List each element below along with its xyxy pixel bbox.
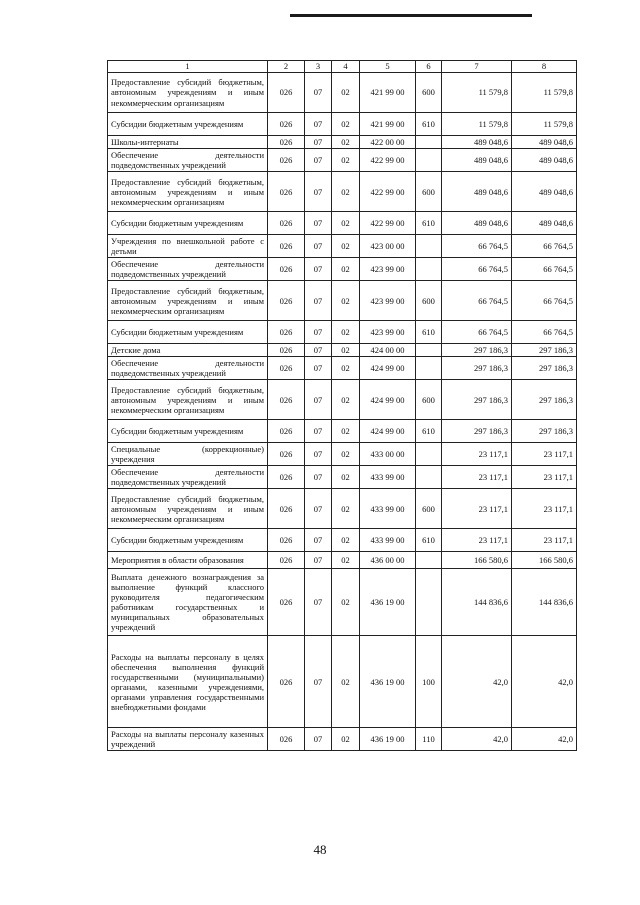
- row-amount-col7: 11 579,8: [442, 73, 512, 113]
- row-admin-code: 026: [268, 552, 305, 569]
- row-amount-col8: 166 580,6: [512, 552, 577, 569]
- row-amount-col8: 23 117,1: [512, 529, 577, 552]
- row-amount-col8: 297 186,3: [512, 344, 577, 357]
- row-subsection: 02: [332, 529, 360, 552]
- row-target-article: 436 19 00: [360, 636, 416, 728]
- row-admin-code: 026: [268, 73, 305, 113]
- row-name: Мероприятия в области образования: [108, 552, 268, 569]
- row-subsection: 02: [332, 420, 360, 443]
- table-row: [108, 552, 577, 569]
- row-section: 07: [305, 281, 332, 321]
- row-admin-code: 026: [268, 344, 305, 357]
- row-name: Субсидии бюджетным учреждениям: [108, 321, 268, 344]
- row-amount-col7: 66 764,5: [442, 321, 512, 344]
- row-target-article: 424 99 00: [360, 380, 416, 420]
- table-row: [108, 529, 577, 552]
- row-amount-col8: 66 764,5: [512, 321, 577, 344]
- budget-table: [107, 60, 577, 751]
- table-row: [108, 466, 577, 489]
- header-col-6: 6: [416, 61, 442, 73]
- row-section: 07: [305, 489, 332, 529]
- table-row: [108, 281, 577, 321]
- row-name: Предоставление субсидий бюджетным, автономным учреждениям и иным некоммерческим организациям: [108, 73, 268, 113]
- row-target-article: 421 99 00: [360, 73, 416, 113]
- row-target-article: 423 99 00: [360, 281, 416, 321]
- row-expense-type: [416, 443, 442, 466]
- row-target-article: 433 99 00: [360, 466, 416, 489]
- row-amount-col7: 297 186,3: [442, 380, 512, 420]
- row-amount-col7: 166 580,6: [442, 552, 512, 569]
- row-subsection: 02: [332, 172, 360, 212]
- row-admin-code: 026: [268, 529, 305, 552]
- row-admin-code: 026: [268, 113, 305, 136]
- table-row: [108, 489, 577, 529]
- row-amount-col8: 11 579,8: [512, 113, 577, 136]
- row-expense-type: 610: [416, 212, 442, 235]
- row-section: 07: [305, 212, 332, 235]
- row-amount-col8: 297 186,3: [512, 380, 577, 420]
- row-expense-type: [416, 136, 442, 149]
- row-amount-col7: 23 117,1: [442, 529, 512, 552]
- top-rule: [290, 14, 532, 17]
- row-name: Выплата денежного вознаграждения за выполнение функций классного руководителя педагогическим работникам государственных и муниципальных образовательных учреждений: [108, 569, 268, 636]
- row-amount-col7: 489 048,6: [442, 172, 512, 212]
- row-subsection: 02: [332, 344, 360, 357]
- row-amount-col7: 42,0: [442, 728, 512, 751]
- row-section: 07: [305, 258, 332, 281]
- row-section: 07: [305, 73, 332, 113]
- row-admin-code: 026: [268, 149, 305, 172]
- row-amount-col8: 11 579,8: [512, 73, 577, 113]
- row-expense-type: 600: [416, 172, 442, 212]
- table-row: [108, 569, 577, 636]
- table-row: [108, 235, 577, 258]
- row-admin-code: 026: [268, 420, 305, 443]
- row-name: Обеспечение деятельности подведомственных учреждений: [108, 258, 268, 281]
- table-row: [108, 636, 577, 728]
- row-amount-col8: 489 048,6: [512, 172, 577, 212]
- row-amount-col8: 23 117,1: [512, 443, 577, 466]
- table-row: [108, 172, 577, 212]
- row-amount-col7: 11 579,8: [442, 113, 512, 136]
- row-expense-type: 610: [416, 321, 442, 344]
- row-admin-code: 026: [268, 489, 305, 529]
- row-amount-col7: 66 764,5: [442, 258, 512, 281]
- row-target-article: 433 99 00: [360, 489, 416, 529]
- row-admin-code: 026: [268, 728, 305, 751]
- row-admin-code: 026: [268, 212, 305, 235]
- row-expense-type: [416, 569, 442, 636]
- table-row: [108, 212, 577, 235]
- row-target-article: 424 00 00: [360, 344, 416, 357]
- row-target-article: 423 99 00: [360, 258, 416, 281]
- row-amount-col8: 489 048,6: [512, 149, 577, 172]
- row-expense-type: 610: [416, 420, 442, 443]
- table-row: [108, 136, 577, 149]
- row-name: Обеспечение деятельности подведомственных учреждений: [108, 466, 268, 489]
- row-name: Обеспечение деятельности подведомственных учреждений: [108, 149, 268, 172]
- row-name: Предоставление субсидий бюджетным, автономным учреждениям и иным некоммерческим организациям: [108, 380, 268, 420]
- row-admin-code: 026: [268, 172, 305, 212]
- row-subsection: 02: [332, 235, 360, 258]
- header-col-4: 4: [332, 61, 360, 73]
- row-target-article: 436 00 00: [360, 552, 416, 569]
- row-section: 07: [305, 529, 332, 552]
- page-number: 48: [313, 842, 327, 857]
- row-expense-type: 600: [416, 489, 442, 529]
- table-row: [108, 357, 577, 380]
- table-row: [108, 258, 577, 281]
- row-admin-code: 026: [268, 569, 305, 636]
- row-section: 07: [305, 136, 332, 149]
- row-subsection: 02: [332, 113, 360, 136]
- row-target-article: 423 99 00: [360, 321, 416, 344]
- table-row: [108, 149, 577, 172]
- row-amount-col7: 23 117,1: [442, 489, 512, 529]
- row-subsection: 02: [332, 636, 360, 728]
- row-name: Субсидии бюджетным учреждениям: [108, 113, 268, 136]
- header-col-7: 7: [442, 61, 512, 73]
- row-subsection: 02: [332, 73, 360, 113]
- row-expense-type: 610: [416, 113, 442, 136]
- table-row: [108, 728, 577, 751]
- header-col-5: 5: [360, 61, 416, 73]
- row-section: 07: [305, 636, 332, 728]
- row-subsection: 02: [332, 149, 360, 172]
- row-amount-col7: 66 764,5: [442, 281, 512, 321]
- row-subsection: 02: [332, 281, 360, 321]
- row-amount-col8: 66 764,5: [512, 235, 577, 258]
- row-amount-col7: 23 117,1: [442, 443, 512, 466]
- row-amount-col8: 489 048,6: [512, 212, 577, 235]
- header-col-2: 2: [268, 61, 305, 73]
- row-name: Обеспечение деятельности подведомственных учреждений: [108, 357, 268, 380]
- row-expense-type: [416, 357, 442, 380]
- row-name: Учреждения по внешкольной работе с детьми: [108, 235, 268, 258]
- row-section: 07: [305, 149, 332, 172]
- row-subsection: 02: [332, 466, 360, 489]
- header-col-1: 1: [108, 61, 268, 73]
- row-section: 07: [305, 443, 332, 466]
- row-amount-col7: 297 186,3: [442, 420, 512, 443]
- row-amount-col7: 144 836,6: [442, 569, 512, 636]
- row-target-article: 433 99 00: [360, 529, 416, 552]
- row-subsection: 02: [332, 212, 360, 235]
- row-admin-code: 026: [268, 636, 305, 728]
- row-expense-type: 110: [416, 728, 442, 751]
- header-col-8: 8: [512, 61, 577, 73]
- row-name: Расходы на выплаты персоналу казенных учреждений: [108, 728, 268, 751]
- table-header-row: [108, 61, 577, 73]
- row-amount-col8: 297 186,3: [512, 357, 577, 380]
- table-row: [108, 443, 577, 466]
- row-subsection: 02: [332, 380, 360, 420]
- row-target-article: 423 00 00: [360, 235, 416, 258]
- row-amount-col8: 489 048,6: [512, 136, 577, 149]
- row-name: Субсидии бюджетным учреждениям: [108, 529, 268, 552]
- row-target-article: 421 99 00: [360, 113, 416, 136]
- row-admin-code: 026: [268, 258, 305, 281]
- row-name: Расходы на выплаты персоналу в целях обеспечения выполнения функций государственными (муниципальными) органами, казенными учреждениями, органами управления государственными внебюджетными фондами: [108, 636, 268, 728]
- row-section: 07: [305, 420, 332, 443]
- row-name: Предоставление субсидий бюджетным, автономным учреждениям и иным некоммерческим организациям: [108, 281, 268, 321]
- row-amount-col8: 297 186,3: [512, 420, 577, 443]
- row-section: 07: [305, 552, 332, 569]
- row-amount-col7: 297 186,3: [442, 357, 512, 380]
- row-expense-type: 100: [416, 636, 442, 728]
- row-amount-col8: 66 764,5: [512, 281, 577, 321]
- row-expense-type: [416, 552, 442, 569]
- row-amount-col8: 23 117,1: [512, 466, 577, 489]
- row-section: 07: [305, 728, 332, 751]
- row-admin-code: 026: [268, 136, 305, 149]
- row-name: Школы-интернаты: [108, 136, 268, 149]
- header-col-3: 3: [305, 61, 332, 73]
- row-subsection: 02: [332, 258, 360, 281]
- row-admin-code: 026: [268, 380, 305, 420]
- table-row: [108, 113, 577, 136]
- row-target-article: 424 99 00: [360, 357, 416, 380]
- row-section: 07: [305, 344, 332, 357]
- row-admin-code: 026: [268, 443, 305, 466]
- row-expense-type: 600: [416, 281, 442, 321]
- row-admin-code: 026: [268, 321, 305, 344]
- row-target-article: 422 99 00: [360, 172, 416, 212]
- row-subsection: 02: [332, 489, 360, 529]
- row-admin-code: 026: [268, 357, 305, 380]
- table-row: [108, 344, 577, 357]
- row-amount-col7: 489 048,6: [442, 149, 512, 172]
- row-subsection: 02: [332, 552, 360, 569]
- row-section: 07: [305, 172, 332, 212]
- row-section: 07: [305, 113, 332, 136]
- row-section: 07: [305, 380, 332, 420]
- row-name: Субсидии бюджетным учреждениям: [108, 212, 268, 235]
- row-subsection: 02: [332, 136, 360, 149]
- row-expense-type: [416, 258, 442, 281]
- row-admin-code: 026: [268, 281, 305, 321]
- row-name: Предоставление субсидий бюджетным, автономным учреждениям и иным некоммерческим организациям: [108, 172, 268, 212]
- row-section: 07: [305, 466, 332, 489]
- row-admin-code: 026: [268, 466, 305, 489]
- row-expense-type: 610: [416, 529, 442, 552]
- row-section: 07: [305, 321, 332, 344]
- row-target-article: 424 99 00: [360, 420, 416, 443]
- row-subsection: 02: [332, 569, 360, 636]
- row-admin-code: 026: [268, 235, 305, 258]
- table-row: [108, 420, 577, 443]
- row-amount-col7: 66 764,5: [442, 235, 512, 258]
- row-amount-col8: 66 764,5: [512, 258, 577, 281]
- row-name: Предоставление субсидий бюджетным, автономным учреждениям и иным некоммерческим организациям: [108, 489, 268, 529]
- row-subsection: 02: [332, 321, 360, 344]
- row-amount-col8: 144 836,6: [512, 569, 577, 636]
- row-expense-type: [416, 149, 442, 172]
- row-target-article: 436 19 00: [360, 728, 416, 751]
- row-expense-type: 600: [416, 380, 442, 420]
- row-target-article: 433 00 00: [360, 443, 416, 466]
- row-subsection: 02: [332, 728, 360, 751]
- table-row: [108, 380, 577, 420]
- row-amount-col8: 23 117,1: [512, 489, 577, 529]
- row-section: 07: [305, 235, 332, 258]
- row-amount-col7: 23 117,1: [442, 466, 512, 489]
- table-row: [108, 321, 577, 344]
- row-amount-col7: 489 048,6: [442, 136, 512, 149]
- row-amount-col8: 42,0: [512, 636, 577, 728]
- row-target-article: 422 99 00: [360, 149, 416, 172]
- row-name: Субсидии бюджетным учреждениям: [108, 420, 268, 443]
- row-subsection: 02: [332, 357, 360, 380]
- row-name: Специальные (коррекционные) учреждения: [108, 443, 268, 466]
- row-name: Детские дома: [108, 344, 268, 357]
- row-amount-col8: 42,0: [512, 728, 577, 751]
- row-subsection: 02: [332, 443, 360, 466]
- row-expense-type: [416, 344, 442, 357]
- row-target-article: 422 00 00: [360, 136, 416, 149]
- row-amount-col7: 42,0: [442, 636, 512, 728]
- table-row: [108, 73, 577, 113]
- row-expense-type: [416, 235, 442, 258]
- row-amount-col7: 297 186,3: [442, 344, 512, 357]
- row-section: 07: [305, 569, 332, 636]
- row-expense-type: 600: [416, 73, 442, 113]
- row-target-article: 436 19 00: [360, 569, 416, 636]
- row-target-article: 422 99 00: [360, 212, 416, 235]
- row-expense-type: [416, 466, 442, 489]
- row-section: 07: [305, 357, 332, 380]
- row-amount-col7: 489 048,6: [442, 212, 512, 235]
